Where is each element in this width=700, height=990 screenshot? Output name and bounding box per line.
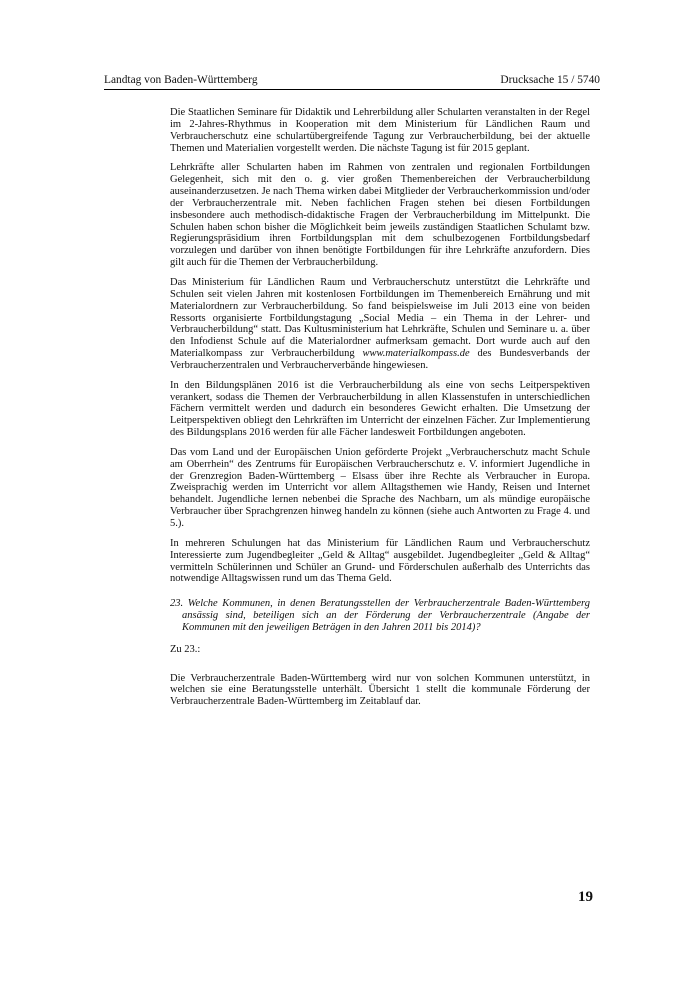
paragraph-projekt: Das vom Land und der Europäischen Union geförderte Projekt „Verbraucherschutz macht Schule am Oberrhein“ des Zentrums für Europäischen Verbraucherschutz e. V. informiert Jugendliche in der Grenzregion Baden-Württemberg – Elsass über ihre Rechte als Verbraucher in Europa. Zweisprachig werden im Unterricht vor allem Alltagsthemen wie Handy, Reisen und Internet behandelt. Jugendliche lernen nebenbei die Sprache des Nachbarn, um als mündige europäische Verbraucher über Sprachgrenzen hinweg handeln zu können (siehe auch Antworten zu Frage 4. und 5.). [170, 446, 590, 529]
paragraph-seminare: Die Staatlichen Seminare für Didaktik und Lehrerbildung aller Schularten veranstalten in der Regel im 2-Jahres-Rhythmus in Kooperation mit dem Ministerium für Ländlichen Raum und Verbraucherschutz eine schulartübergreifende Tagung zur Verbraucherbildung, bei der aktuelle Themen und Materialien vorgestellt werden. Die nächste Tagung ist für 2015 geplant. [170, 107, 590, 154]
paragraph-lehrkraefte: Lehrkräfte aller Schularten haben im Rahmen von zentralen und regionalen Fortbildungen Gelegenheit, sich mit den o. g. vier großen Themenbereichen der Verbraucherbildung auseinanderzusetzen. Je nach Thema wirken dabei Mitglieder der Verbraucherkommission und/oder der Verbraucherzentrale mit. Neben fachlichen Fragen stehen bei diesen Fortbildungen insbesondere auch methodisch-didaktische Fragen der Verbraucherbildung im Mittelpunkt. Die Schulen haben schon bisher die Möglichkeit beim jeweils zuständigen Staatlichen Schulamt bzw. Regierungspräsidium ihren Fortbildungsplan mit dem schulbezogenen Fortbildungsbedarf vorzulegen und darüber von ihnen benötigte Fortbildungen für ihre Lehrkräfte anzufordern. Dies gilt auch für die Themen der Verbraucherbildung. [170, 162, 590, 269]
page-header [104, 74, 600, 90]
answer-text: Die Verbraucherzentrale Baden-Württemberg wird nur von solchen Kommunen unterstützt, in welchen sie eine Beratungsstelle unterhält. Übersicht 1 stellt die kommunale Förderung der Verbraucherzentrale Baden-Württemberg im Zeitablauf dar. [170, 672, 590, 708]
paragraph-schulungen: In mehreren Schulungen hat das Ministerium für Ländlichen Raum und Verbraucherschutz Interessierte zum Jugendbegleiter „Geld & Alltag“ ausgebildet. Jugendbegleiter „Geld & Alltag“ vermitteln Schülerinnen und Schüler an Grund- und Förderschulen außerhalb des Unterrichts das notwendige Alltagswissen rund um das Thema Geld. [170, 537, 590, 585]
paragraph-ministerium-text: Das Ministerium für Ländlichen Raum und Verbraucherschutz unterstützt die Lehrkräfte und Schulen seit vielen Jahren mit kostenlosen Fortbildungen im Themenbereich Ernährung und mit Materialordnern zur Verbraucherbildung. So fand beispielsweise im Juli 2013 eine von beiden Ressorts organisierte Fortbildungstagung „Social Media – ein Thema in der Lehrer- und Verbraucherbildung“ statt. Das Kultusministerium hat Lehrkräfte, Schulen und Seminare u. a. über den Infodienst Schule auf die Materialordner aufmerksam gemacht. Dort wurde auch auf den Materialkompass zur Verbraucherbildung [170, 276, 590, 360]
document-body [170, 107, 590, 716]
question-23: 23. Welche Kommunen, in denen Beratungsstellen der Verbraucherzentrale Baden-Württemberg ansässig sind, beteiligen sich an der Förderung der Verbraucherzentrale (Angabe der Kommunen mit den jeweiligen Beträgen in den Jahren 2011 bis 2014)? [170, 598, 590, 633]
header-left: Landtag von Baden-Württemberg [104, 74, 258, 86]
materialkompass-link: www.materialkompass.de [362, 348, 470, 360]
paragraph-bildungsplaene: In den Bildungsplänen 2016 ist die Verbraucherbildung als eine von sechs Leitperspektiven verankert, sodass die Themen der Verbraucherbildung in allen Klassenstufen in unterschiedlichen Fächern vermittelt werden und dadurch ein besonderes Gewicht erhalten. Die Umsetzung der Leitperspektiven obliegt den Lehrkräften im Unterricht der einzelnen Fächer. Zur Implementierung des Bildungsplans 2016 werden für alle Fächer landesweit Fortbildungen angeboten. [170, 379, 590, 439]
answer-label: Zu 23.: [170, 643, 201, 655]
page-number: 19 [578, 889, 593, 905]
paragraph-ministerium [170, 277, 590, 372]
header-right: Drucksache 15 / 5740 [500, 74, 600, 86]
paragraph-ministerium-text-end: des Bundesverbands der Verbraucherzentralen und Verbraucherverbände hingewiesen. [170, 348, 590, 371]
